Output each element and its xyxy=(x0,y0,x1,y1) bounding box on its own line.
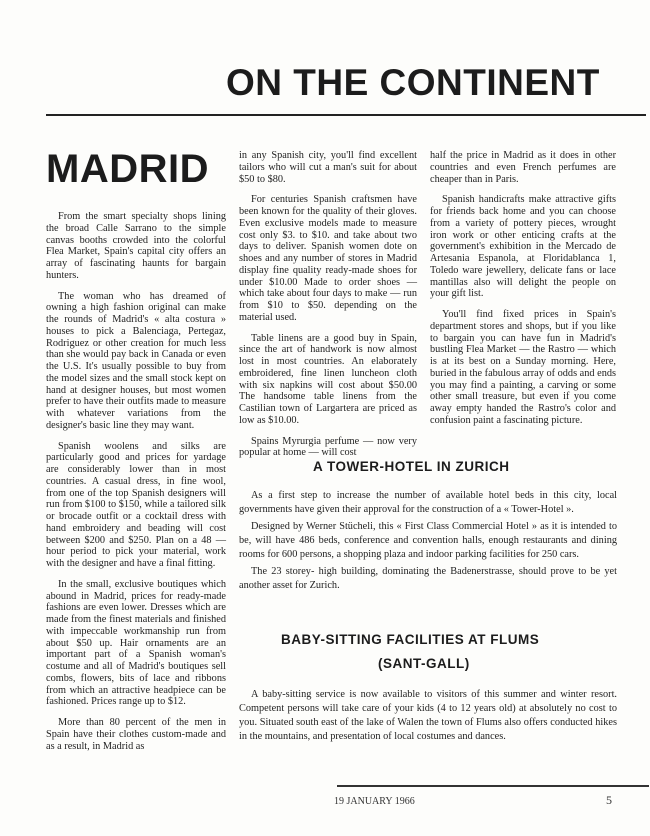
footer-rule xyxy=(337,785,649,787)
article-paragraph: In the small, exclusive boutiques which abound in Madrid, prices for ready-made fashions are even lower. Dresses which are made from the finest materials and finished with impeccable workmanship run from about $50 up. Hair ornaments are an important part of a Spanish woman's costume and all of Madrid's boutiques sell combs, flowers, bits of lace and ribbons from which an attractive headpiece can be fashioned. Prices range up to $12. xyxy=(46,578,226,708)
article-paragraph: From the smart specialty shops lining the broad Calle Sarrano to the simple canvas booths crowded into the colorful Flea Market, Spain's capital city offers an array of fascinating haunts for bargain hunters. xyxy=(46,211,226,281)
article-paragraph: Spains Myrurgia perfume — now very popular at home — will cost xyxy=(239,435,417,459)
madrid-column-2 xyxy=(239,150,417,468)
madrid-column-1 xyxy=(46,211,226,761)
section-header: ON THE CONTINENT xyxy=(226,62,600,103)
article-paragraph: For centuries Spanish craftsmen have been known for the quality of their gloves. Even exclusive models made to measure cost only $3. to $10. and take about two days to deliver. Spanish women dote on shoes and any number of stores in Madrid display fine quality ready-made shoes for under $10.00 Made to order shoes — which take about four days to make — run from $10 to $50. depending on the material used. xyxy=(239,194,417,323)
flums-subtitle: (SANT-GALL) xyxy=(378,656,470,671)
header-rule xyxy=(46,114,646,116)
flums-title: BABY-SITTING FACILITIES AT FLUMS xyxy=(281,632,540,647)
madrid-title: MADRID xyxy=(46,147,209,191)
page-number: 5 xyxy=(606,793,612,807)
article-paragraph: As a first step to increase the number of available hotel beds in this city, local governments have given their approval for the construction of a « Tower-Hotel ». xyxy=(239,490,617,515)
article-paragraph: Spanish woolens and silks are particularly good and prices for yardage are considerably lower than in most countries. A casual dress, in fine wool, from one of the top Spanish designers will run from $100 to $150, while a tailored silk or brocade outfit or a cocktail dress with hand embroidery and beading will cost between $200 and $250. Plan on a 48 — hour period to pick your material, work with the designer and have a final fitting. xyxy=(46,440,226,569)
article-paragraph: The woman who has dreamed of owning a high fashion original can make the rounds of Madrid's « alta costura » houses to pick a Balenciaga, Pertegaz, Rodriguez or other creation for much less than she would pay back in Canada or even the U.S. It's usually possible to buy from the model sizes and the small stock kept on hand at designer houses, but most women prefer to have their outfits made to measure with whatever variations from the designer's basic line they may want. xyxy=(46,290,226,431)
flums-article xyxy=(239,688,617,747)
zurich-article xyxy=(239,489,617,596)
article-paragraph: Table linens are a good buy in Spain, since the art of handwork is now almost lost in most countries. An elaborately embroidered, fine linen luncheon cloth with six napkins will cost about $50.00 The handsome table linens from the Castilian town of Largartera are priced as low as $10.00. xyxy=(239,332,417,426)
article-paragraph: half the price in Madrid as it does in other countries and even French perfumes are cheaper than in Paris. xyxy=(430,150,616,185)
article-paragraph: Designed by Werner Stücheli, this « First Class Commercial Hotel » as it is intended to be, will have 486 beds, conference and convention halls, enough restaurants and dining rooms for 600 persons, a shopping plaza and indoor parking facilities for 250 cars. xyxy=(239,521,617,560)
article-paragraph: More than 80 percent of the men in Spain have their clothes custom-made and as a result, in Madrid as xyxy=(46,717,226,752)
madrid-column-3 xyxy=(430,150,616,436)
article-paragraph: A baby-sitting service is now available to visitors of this summer and winter resort. Competent persons will take care of your kids (4 to 12 years old) at absolutely no cost to you. Situated south east of the lake of Walen the town of Flums also offers conducted hikes in the mountains, and presentation of local costumes and dances. xyxy=(239,689,617,742)
zurich-title: A TOWER-HOTEL IN ZURICH xyxy=(313,459,510,474)
article-paragraph: You'll find fixed prices in Spain's department stores and shops, but if you like to bargain you can have fun in Madrid's bustling Flea Market — the Rastro — which is at its best on a Sunday morning. Here, buried in the fabulous array of odds and ends you may find a painting, a carving or some other small treasure, but even if you come away empty handed the Rastro's color and confusion paint a fascinating picture. xyxy=(430,309,616,426)
article-paragraph: in any Spanish city, you'll find excellent tailors who will cut a man's suit for about $50 to $80. xyxy=(239,150,417,185)
article-paragraph: The 23 storey- high building, dominating the Badenerstrasse, should prove to be yet another asset for Zurich. xyxy=(239,566,617,591)
article-paragraph: Spanish handicrafts make attractive gifts for friends back home and you can choose from a variety of pottery pieces, wrought iron work or other enticing crafts at the government's exhibition in the Mercado de Artesania Espanola, at Floridablanca 1, Toledo ware jewellery, delicate fans or lace mantillas also will delight the people on your gift list. xyxy=(430,194,616,300)
issue-date: 19 JANUARY 1966 xyxy=(334,796,415,807)
